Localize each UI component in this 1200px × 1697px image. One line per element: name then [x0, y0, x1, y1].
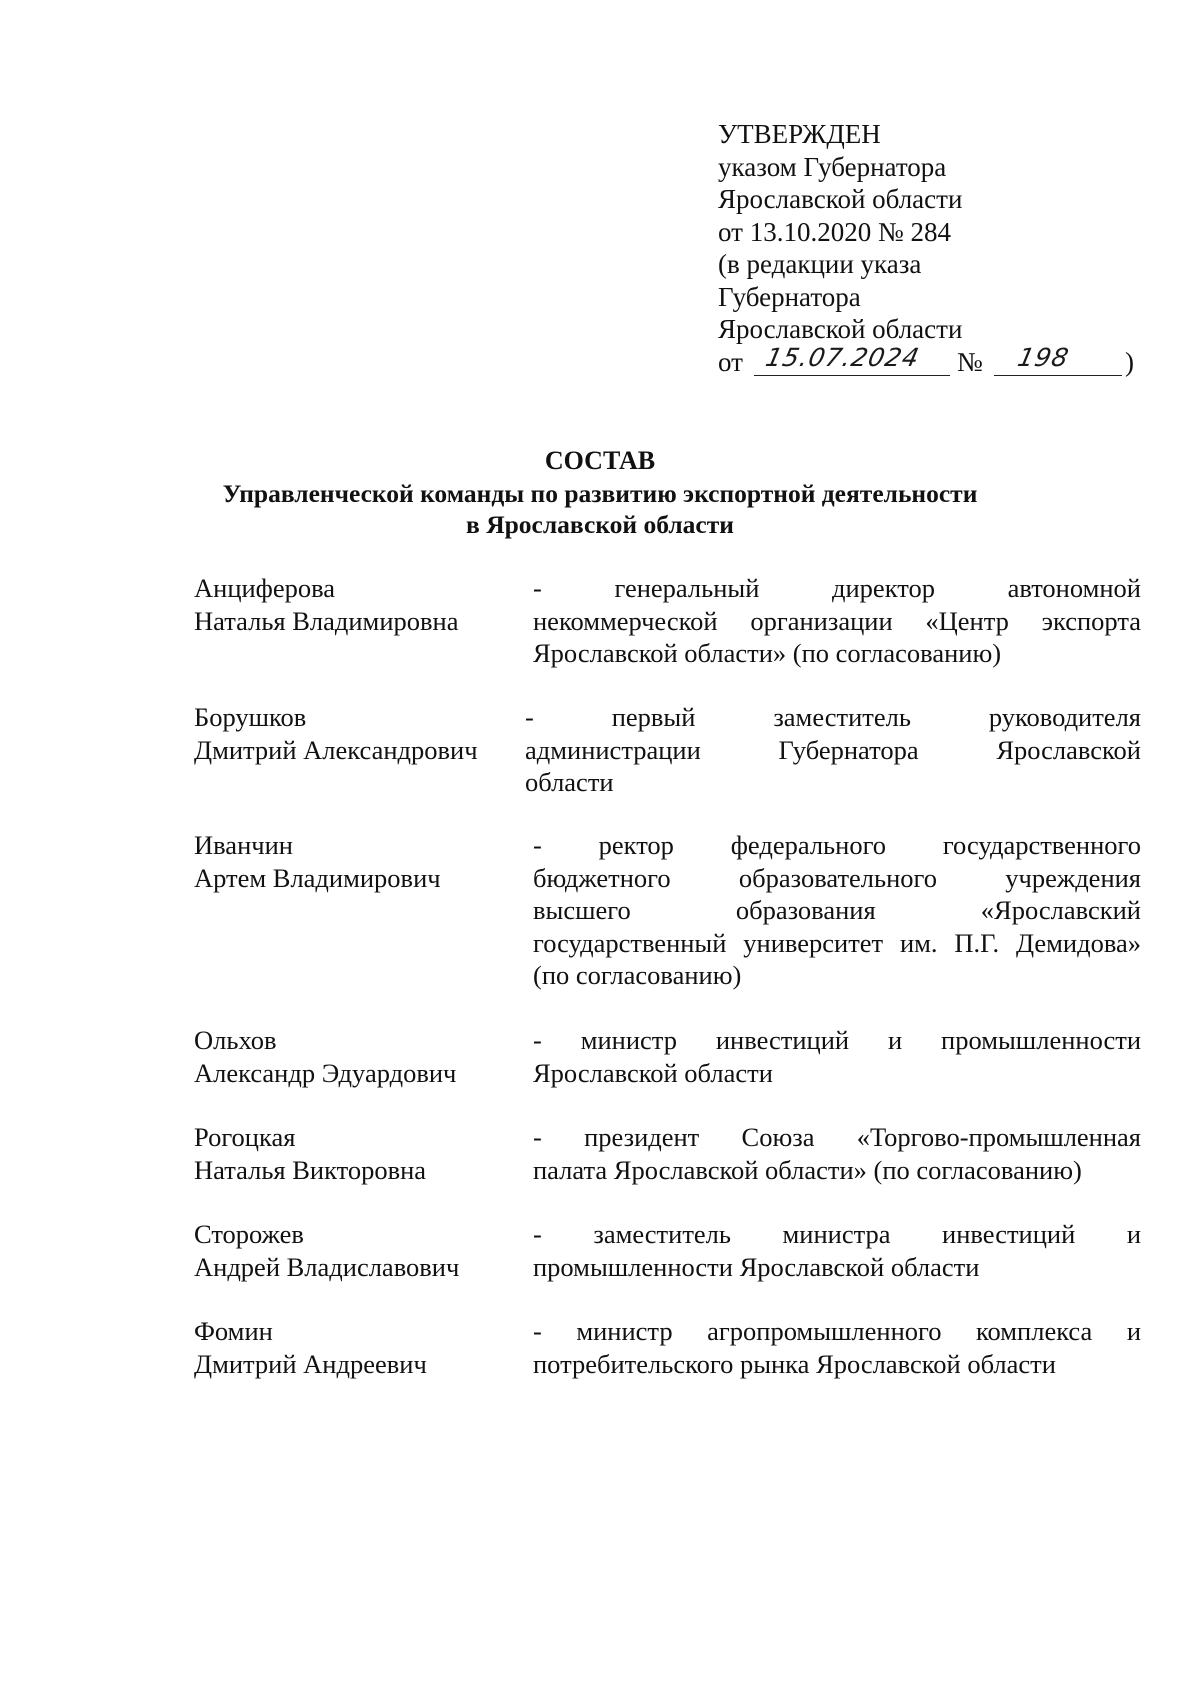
member-role: [533, 829, 1141, 992]
member-name: [194, 1315, 514, 1380]
role-line: промышленности Ярославской области: [533, 1251, 980, 1282]
member-given-name: Наталья Владимировна: [194, 605, 459, 636]
role-line: администрации Губернатора Ярославской: [525, 734, 1141, 765]
member-given-name: Наталья Викторовна: [194, 1154, 427, 1185]
role-line: Ярославской области» (по согласованию): [533, 638, 1002, 668]
member-surname: Анциферова: [194, 573, 336, 603]
member-role: [533, 1218, 1141, 1283]
member-given-name: Дмитрий Андреевич: [194, 1348, 427, 1379]
member-name: [194, 1218, 514, 1283]
approval-date-number-row: [718, 342, 1138, 379]
member-name: [194, 701, 514, 766]
role-line: - министр агропромышленного комплекса и: [533, 1316, 1141, 1346]
member-surname: Ольхов: [194, 1025, 277, 1055]
member-role: [533, 1121, 1141, 1186]
document-subtitle-line-1: Управленческой команды по развитию экспортной деятельности: [222, 479, 978, 508]
member-name: [194, 1024, 514, 1089]
approval-block: [718, 118, 1138, 379]
role-line: - генеральный директор автономной: [533, 573, 1141, 603]
member-name: [194, 1121, 514, 1186]
approval-heading: УТВЕРЖДЕН: [718, 119, 881, 149]
approval-line: Губернатора: [718, 281, 861, 312]
closing-parenthesis: ): [1125, 346, 1134, 377]
approval-line: (в редакции указа: [718, 249, 922, 279]
document-subtitle-line-2: в Ярославской области: [466, 510, 734, 539]
role-line: бюджетного образовательного учреждения: [533, 862, 1141, 893]
role-line: палата Ярославской области» (по согласованию): [533, 1154, 1082, 1185]
role-line: (по согласованию): [533, 960, 742, 990]
handwritten-date: 15.07.2024: [763, 342, 923, 372]
member-surname: Иванчин: [194, 830, 293, 860]
role-line: - заместитель министра инвестиций и: [533, 1219, 1141, 1249]
document-title: СОСТАВ: [544, 446, 656, 475]
member-role: [533, 1315, 1141, 1380]
member-given-name: Дмитрий Александрович: [194, 734, 478, 765]
member-role: [525, 701, 1141, 799]
member-surname: Борушков: [194, 702, 307, 732]
approval-line: указом Губернатора: [718, 151, 947, 182]
member-given-name: Александр Эдуардович: [194, 1057, 457, 1088]
member-role: [533, 1024, 1141, 1089]
role-line: области: [525, 767, 614, 797]
member-surname: Фомин: [194, 1316, 273, 1346]
role-line: - ректор федерального государственного: [533, 830, 1141, 860]
role-line: - первый заместитель руководителя: [525, 702, 1141, 732]
approval-line: Ярославской области: [718, 184, 963, 214]
role-line: государственный университет им. П.Г. Демидова»: [533, 927, 1141, 958]
approval-line: Ярославской области: [718, 314, 963, 344]
member-surname: Рогоцкая: [194, 1122, 296, 1152]
handwritten-number: 198: [1015, 342, 1072, 372]
member-name: [194, 572, 514, 637]
approval-line: от 13.10.2020 № 284: [718, 216, 951, 247]
member-given-name: Артем Владимирович: [194, 862, 441, 893]
role-line: высшего образования «Ярославский: [533, 895, 1141, 925]
role-line: некоммерческой организации «Центр экспорта: [533, 605, 1141, 636]
number-blank-line: [994, 342, 1122, 376]
number-sign: №: [957, 346, 983, 377]
member-name: [194, 829, 514, 894]
date-blank-line: [754, 342, 950, 376]
member-role: [533, 572, 1141, 670]
role-line: - президент Союза «Торгово-промышленная: [533, 1122, 1141, 1152]
member-surname: Сторожев: [194, 1219, 304, 1249]
role-line: Ярославской области: [533, 1057, 773, 1088]
member-given-name: Андрей Владиславович: [194, 1251, 460, 1282]
role-line: - министр инвестиций и промышленности: [533, 1025, 1141, 1055]
approval-prefix: от: [718, 346, 743, 377]
role-line: потребительского рынка Ярославской области: [533, 1348, 1056, 1379]
